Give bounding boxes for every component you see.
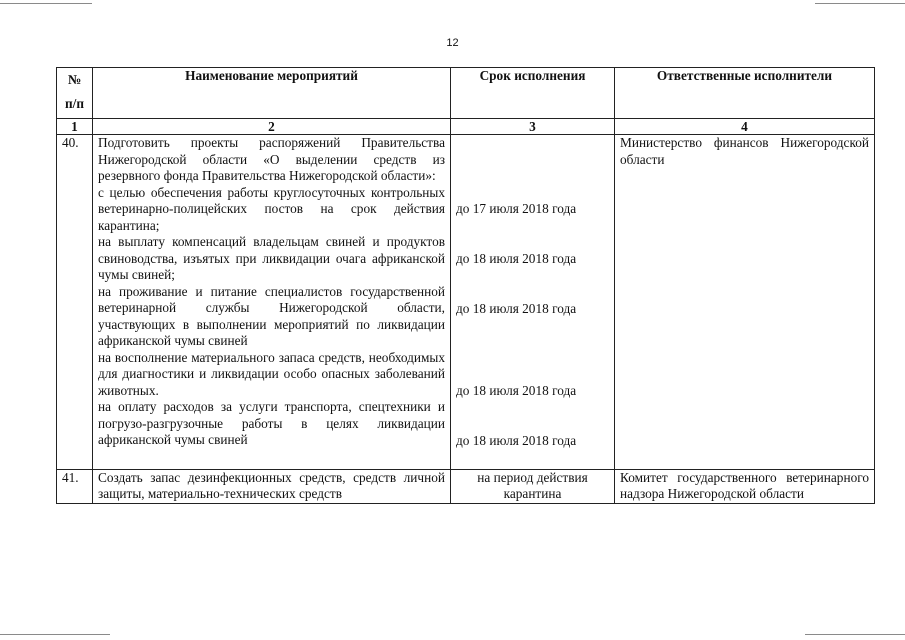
- deadline-value: до 18 июля 2018 года: [456, 383, 577, 398]
- column-number: 3: [451, 119, 615, 135]
- measure-item: с целью обеспечения работы круглосуточных контрольных ветеринарно-полицейских постов на срок действия карантина;: [98, 184, 445, 233]
- deadline-value: до 18 июля 2018 года: [456, 433, 577, 448]
- header-measures: Наименование мероприятий: [93, 68, 451, 119]
- measure-item: на выплату компенсаций владельцам свиней и продуктов свиноводства, изъятых при ликвидации очага африканской чумы свиней;: [98, 234, 445, 282]
- scan-line-top-right: [815, 3, 905, 4]
- measure-item: на оплату расходов за услуги транспорта, спецтехники и погрузо-разгрузочные работы в целях ликвидации африканской чумы свиней: [98, 399, 445, 447]
- table-row: [57, 469, 875, 503]
- deadline-value: до 18 июля 2018 года: [456, 301, 577, 316]
- deadline-cell: [451, 135, 615, 470]
- scan-line-bottom-right: [805, 634, 905, 635]
- measure-item: на восполнение материального запаса средств, необходимых для диагностики и ликвидации особо опасных заболеваний животных.: [98, 349, 445, 398]
- header-responsible: Ответственные исполнители: [615, 68, 875, 119]
- column-number: 2: [93, 119, 451, 135]
- deadline-value: на период действия карантина: [477, 469, 588, 501]
- table-row: [57, 135, 875, 470]
- measure-text: Создать запас дезинфекционных средств, средств личной защиты, материально-технических средств: [98, 469, 445, 501]
- column-number: 4: [615, 119, 875, 135]
- deadline-cell: [451, 469, 615, 503]
- responsible-text: Комитет государственного ветеринарного надзора Нижегородской области: [620, 469, 869, 501]
- measure-description: [93, 469, 451, 503]
- measure-item: на проживание и питание специалистов государственной ветеринарной службы Нижегородской области, участвующих в выполнении мероприятий по ликвидации африканской чумы свиней: [98, 283, 445, 348]
- scan-line-top-left: [0, 3, 92, 4]
- page-number: 12: [446, 37, 459, 49]
- header-deadline: Срок исполнения: [451, 68, 615, 119]
- row-number: 40.: [57, 135, 93, 470]
- table-header-row: [57, 68, 875, 119]
- scan-line-bottom-left: [0, 634, 110, 635]
- responsible-cell: [615, 469, 875, 503]
- header-number: № п/п: [57, 68, 93, 119]
- responsible-text: Министерство финансов Нижегородской области: [620, 135, 869, 167]
- measure-intro: Подготовить проекты распоряжений Правительства Нижегородской области «О выделении средств из резервного фонда Правительства Нижегородской области»:: [98, 135, 445, 183]
- deadline-value: до 18 июля 2018 года: [456, 251, 577, 266]
- column-number-row: [57, 119, 875, 135]
- responsible-cell: [615, 135, 875, 470]
- deadline-value: до 17 июля 2018 года: [456, 201, 577, 216]
- column-number: 1: [57, 119, 93, 135]
- row-number: 41.: [57, 469, 93, 503]
- measure-description: [93, 135, 451, 470]
- measures-table: [56, 67, 875, 504]
